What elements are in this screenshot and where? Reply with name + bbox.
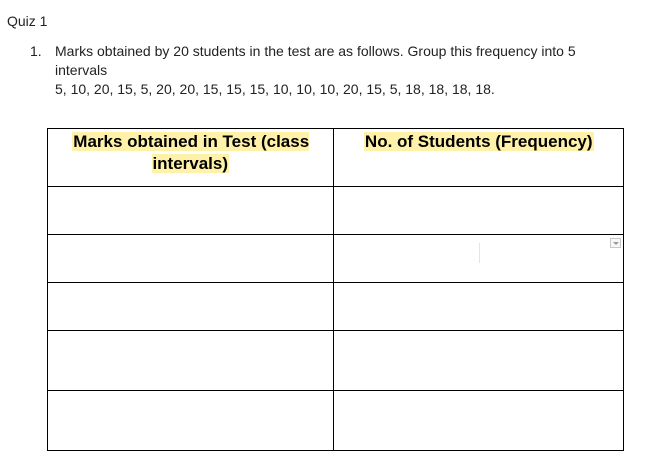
- table-cell-interval[interactable]: [48, 391, 334, 451]
- table-cell-frequency[interactable]: [334, 331, 624, 391]
- table-cell-interval[interactable]: [48, 187, 334, 235]
- question-number: 1.: [30, 43, 42, 59]
- question-1: [30, 42, 630, 99]
- header-frequency[interactable]: [334, 129, 624, 187]
- question-text: Marks obtained by 20 students in the test are as follows. Group this frequency into 5 intervals: [55, 43, 576, 78]
- table-cell-interval[interactable]: [48, 283, 334, 331]
- header-frequency-label: No. of Students (Frequency): [364, 132, 593, 151]
- table-cell-frequency[interactable]: [334, 187, 624, 235]
- document-title: Quiz 1: [7, 13, 48, 29]
- table-row: [48, 391, 624, 451]
- frequency-table: [47, 128, 624, 451]
- table-cell-frequency[interactable]: [334, 235, 624, 283]
- table-cell-interval[interactable]: [48, 235, 334, 283]
- text-cursor: [479, 243, 480, 263]
- table-row: [48, 235, 624, 283]
- table-header-row: [48, 129, 624, 187]
- table-row: [48, 283, 624, 331]
- header-class-intervals-label: Marks obtained in Test (class intervals): [73, 132, 310, 173]
- table-cell-frequency[interactable]: [334, 391, 624, 451]
- table-cell-frequency[interactable]: [334, 283, 624, 331]
- table-cell-interval[interactable]: [48, 331, 334, 391]
- question-data: 5, 10, 20, 15, 5, 20, 20, 15, 15, 15, 10, 10, 10, 20, 15, 5, 18, 18, 18, 18.: [55, 81, 495, 97]
- table-row: [48, 187, 624, 235]
- table-row: [48, 331, 624, 391]
- chevron-down-icon[interactable]: [610, 238, 621, 248]
- header-class-intervals[interactable]: [48, 129, 334, 187]
